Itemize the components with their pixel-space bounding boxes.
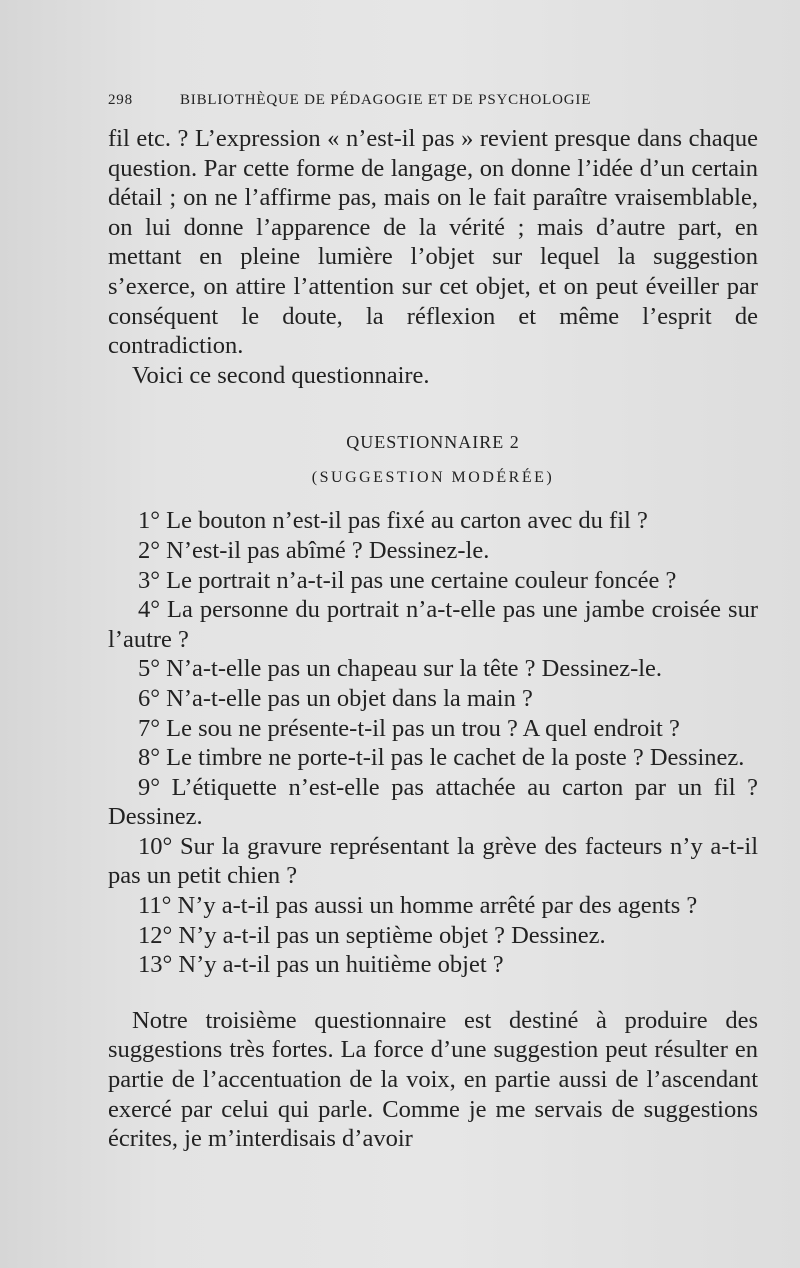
question-item: 9° L’étiquette n’est-elle pas attachée au carton par un fil ? Dessinez. xyxy=(108,773,758,831)
question-item: 11° N’y a-t-il pas aussi un homme arrêté par des agents ? xyxy=(138,892,698,920)
closing-paragraph: Notre troisième questionnaire est destiné à produire des suggestions très fortes. La force d’une suggestion peut résulter en partie de l’accentuation de la voix, en partie aussi de l’ascendant exercé par celui qui parle. Comme je me servais de suggestions écrites, je m’interdisais d’avoir xyxy=(108,1006,758,1153)
page-number: 298 xyxy=(108,92,133,108)
question-item: 12° N’y a-t-il pas un septième objet ? Dessinez. xyxy=(138,921,606,949)
question-item: 4° La personne du portrait n’a-t-elle pas une jambe croisée sur l’autre ? xyxy=(108,596,758,653)
question-item: 1° Le bouton n’est-il pas fixé au carton avec du fil ? xyxy=(138,507,648,535)
running-header xyxy=(108,92,668,109)
question-item: 8° Le timbre ne porte-t-il pas le cachet de la poste ? Dessinez. xyxy=(138,744,745,772)
question-item: 10° Sur la gravure représentant la grève des facteurs n’y a-t-il pas un petit chien ? xyxy=(108,832,758,890)
question-item: 7° Le sou ne présente-t-il pas un trou ? A quel endroit ? xyxy=(138,714,680,742)
question-item: 3° Le portrait n’a-t-il pas une certaine couleur foncée ? xyxy=(138,566,677,594)
question-item: 6° N’a-t-elle pas un objet dans la main ? xyxy=(138,684,533,712)
section-title: QUESTIONNAIRE 2 xyxy=(346,432,520,453)
intro-paragraph: fil etc. ? L’expression « n’est-il pas » revient presque dans chaque question. Par cette forme de langage, on donne l’idée d’un certain détail ; on ne l’affirme pas, mais on le fait paraître vraisemblable, on lui donne l’apparence de la vérité ; mais d’autre part, en mettant en pleine lumière l’objet sur lequel la suggestion s’exerce, on attire l’attention sur cet objet, et on peut éveiller par conséquent le doute, la réflexion et même l’esprit de contradiction. xyxy=(108,125,758,360)
question-item: 13° N’y a-t-il pas un huitième objet ? xyxy=(138,951,504,979)
question-item: 5° N’a-t-elle pas un chapeau sur la tête ? Dessinez-le. xyxy=(138,655,663,683)
question-list xyxy=(108,506,758,980)
page-body xyxy=(108,124,758,1154)
lead-in-paragraph: Voici ce second questionnaire. xyxy=(132,361,430,389)
section-subtitle: (SUGGESTION MODÉRÉE) xyxy=(311,469,555,487)
question-item: 2° N’est-il pas abîmé ? Dessinez-le. xyxy=(138,536,490,564)
running-title: BIBLIOTHÈQUE DE PÉDAGOGIE ET DE PSYCHOLOGIE xyxy=(180,92,592,108)
